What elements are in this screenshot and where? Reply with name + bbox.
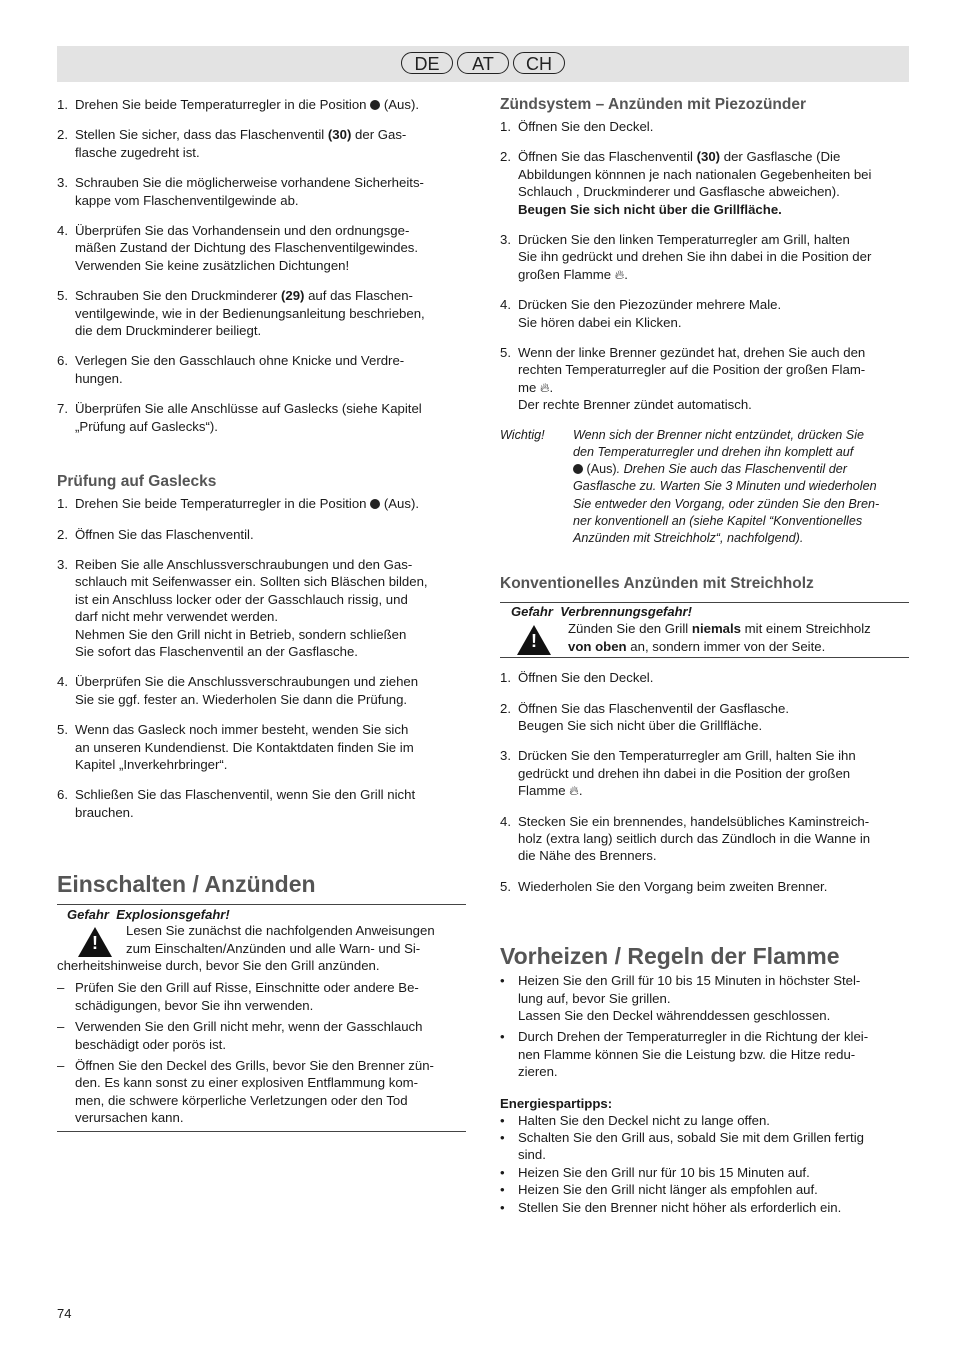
list-item: 2. Stellen Sie sicher, dass das Flaschenventil (30) der Gas- flasche zugedreht ist. xyxy=(57,127,407,160)
list-item: 5. Schrauben Sie den Druckminderer (29) auf das Flaschen- ventilgewinde, wie in der Bedienungsanleitung beschrieben, die dem Druckminderer beiliegt. xyxy=(57,288,425,339)
exclamation-icon: ! xyxy=(92,933,98,954)
warning-heading: Explosionsgefahr! xyxy=(116,907,230,923)
list-item: 4. Überprüfen Sie das Vorhandensein und den ordnungsge- mäßen Zustand der Dichtung des Flaschenventilgewindes. Verwenden Sie keine zusätzlichen Dichtungen! xyxy=(57,223,419,273)
warning-label: Gefahr xyxy=(511,604,553,620)
left-column xyxy=(57,96,467,1132)
page-number: 74 xyxy=(57,1306,72,1321)
list-item: 5. Wiederholen Sie den Vorgang beim zweiten Brenner. xyxy=(500,878,828,894)
exclamation-icon: ! xyxy=(531,631,537,652)
off-position-icon xyxy=(573,464,583,474)
large-flame-icon: 🔥︎ xyxy=(614,266,625,282)
warning-heading: Verbrennungsgefahr! xyxy=(560,604,692,620)
important-note xyxy=(500,427,909,547)
large-flame-icon: 🔥︎ xyxy=(569,783,579,799)
list-item: – Öffnen Sie den Deckel des Grills, bevor Sie den Brenner zün- den. Es kann sonst zu einer explosiven Entflammung kom- men, die schwere körperliche Verletzungen oder den Tod verursachen kann. xyxy=(57,1058,434,1126)
warning-text: Zünden Sie den Grill niemals mit einem Streichholz von oben an, sondern immer von der Seite. xyxy=(568,621,871,654)
list-item: 4. Stecken Sie ein brennendes, handelsübliches Kaminstreich- holz (extra lang) seitlich durch das Zündloch in die Wanne in die Nähe des Brenners. xyxy=(500,813,871,864)
match-steps xyxy=(500,669,909,895)
off-position-icon xyxy=(370,100,380,110)
list-item: • Durch Drehen der Temperaturregler in die Richtung der klei- nen Flamme können Sie die Leistung bzw. die Hitze redu- zieren. xyxy=(500,1029,869,1080)
section-title-vorheizen: Vorheizen / Regeln der Flamme xyxy=(500,943,840,970)
connection-steps xyxy=(57,96,467,435)
list-item: 1. Drehen Sie beide Temperaturregler in die Position (Aus). xyxy=(57,97,420,112)
list-item: 7. Überprüfen Sie alle Anschlüsse auf Gaslecks (siehe Kapitel „Prüfung auf Gaslecks“). xyxy=(57,401,422,434)
list-item: 1. Öffnen Sie den Deckel. xyxy=(500,670,654,686)
list-item: 3. Schrauben Sie die möglicherweise vorhandene Sicherheits- kappe vom Flaschenventilgewinde ab. xyxy=(57,175,424,208)
off-position-icon xyxy=(370,499,380,509)
section-title-piezo: Zündsystem – Anzünden mit Piezozünder xyxy=(500,96,807,113)
list-item: 5. Wenn das Gasleck noch immer besteht, wenden Sie sich an unseren Kundendienst. Die Kontaktdaten finden Sie im Kapitel „Inverkehrbringer“. xyxy=(57,722,414,772)
list-item: 3. Reiben Sie alle Anschlussverschraubungen und den Gas- schlauch mit Seifenwasser ein. Sollten sich Bläschen bilden, ist ein Anschluss locker oder der Gasschlauch rissig, und darf nicht mehr verwendet werden. Nehmen Sie den Grill nicht in Betrieb, sondern schließen Sie sofort das Flaschenventil an der Gasflasche. xyxy=(57,556,428,659)
explosion-warning-box xyxy=(57,904,466,1131)
energy-tips-title: Energiespartipps: xyxy=(500,1095,613,1111)
important-label: Wichtig! xyxy=(500,427,545,442)
piezo-steps xyxy=(500,118,909,414)
list-item: • Schalten Sie den Grill aus, sobald Sie mit dem Grillen fertig sind. xyxy=(500,1130,864,1163)
list-item: 4. Drücken Sie den Piezozünder mehrere Male. Sie hören dabei ein Klicken. xyxy=(500,297,782,330)
warning-label: Gefahr xyxy=(67,907,109,923)
list-item: • Stellen Sie den Brenner nicht höher als erforderlich ein. xyxy=(500,1199,842,1215)
list-item: • Heizen Sie den Grill nur für 10 bis 15 Minuten auf. xyxy=(500,1164,810,1180)
energy-tips-list xyxy=(500,1112,909,1216)
list-item: • Halten Sie den Deckel nicht zu lange offen. xyxy=(500,1112,770,1128)
section-title-einschalten: Einschalten / Anzünden xyxy=(57,871,316,898)
list-item: • Heizen Sie den Grill nicht länger als empfohlen auf. xyxy=(500,1182,818,1198)
list-item: 2. Öffnen Sie das Flaschenventil der Gasflasche. Beugen Sie sich nicht über die Grillfläche. xyxy=(500,700,789,733)
important-text: Wenn sich der Brenner nicht entzündet, drücken Sie den Temperaturregler und drehen ihn komplett auf (Aus). Drehen Sie auch das Flaschenventil der Gasflasche zu. Warten Sie 3 Minuten und wiederholen Sie entweder den Vorgang, oder zünden Sie den Bren- ner konventionell an (siehe Kapitel “Konventionelles Anzünden mit Streichholz“, nachfolgend). xyxy=(573,427,880,545)
warning-intro: Lesen Sie zunächst die nachfolgenden Anweisungen zum Einschalten/Anzünden und alle Warn- und Si- cherheitshinweise durch, bevor Sie den Grill anzünden. xyxy=(57,923,435,973)
language-header-bar xyxy=(57,46,909,82)
lang-badge-at: AT xyxy=(457,52,509,74)
list-item: 6. Verlegen Sie den Gasschlauch ohne Knicke und Verdre- hungen. xyxy=(57,353,405,386)
list-item: – Prüfen Sie den Grill auf Risse, Einschnitte oder andere Be- schädigungen, bevor Sie ihn verwenden. xyxy=(57,980,419,1013)
list-item: • Heizen Sie den Grill für 10 bis 15 Minuten in höchster Stel- lung auf, bevor Sie grillen. Lassen Sie den Deckel währenddessen geschlossen. xyxy=(500,973,861,1023)
list-item: 1. Drehen Sie beide Temperaturregler in die Position (Aus). xyxy=(57,496,420,512)
leak-check-steps xyxy=(57,495,467,821)
list-item: 2. Öffnen Sie das Flaschenventil (30) der Gasflasche (Die Abbildungen könnnen je nach nationalen Gegebenheiten bei Schlauch , Druckminderer und Gasflasche abweichen). Beugen Sie sich nicht über die Grillfläche. xyxy=(500,149,872,217)
lang-badge-de: DE xyxy=(401,52,453,74)
section-title-streichholz: Konventionelles Anzünden mit Streichholz xyxy=(500,575,814,593)
list-item: 6. Schließen Sie das Flaschenventil, wenn Sie den Grill nicht brauchen. xyxy=(57,787,416,820)
section-title-gasleck: Prüfung auf Gaslecks xyxy=(57,473,217,491)
right-column xyxy=(500,96,909,1216)
list-item: – Verwenden Sie den Grill nicht mehr, wenn der Gasschlauch beschädigt oder porös ist. xyxy=(57,1019,423,1052)
list-item: 4. Überprüfen Sie die Anschlussverschraubungen und ziehen Sie sie ggf. fester an. Wiederholen Sie dann die Prüfung. xyxy=(57,674,419,707)
list-item: 1. Öffnen Sie den Deckel. xyxy=(500,119,654,134)
burn-warning-box xyxy=(500,602,909,658)
list-item: 2. Öffnen Sie das Flaschenventil. xyxy=(57,526,254,542)
list-item: 3. Drücken Sie den Temperaturregler am Grill, halten Sie ihn gedrückt und drehen ihn dabei in die Position der großen Flamme 🔥︎. xyxy=(500,748,856,799)
lang-badge-ch: CH xyxy=(513,52,565,74)
list-item: 5. Wenn der linke Brenner gezündet hat, drehen Sie auch den rechten Temperaturregler auf die Position der großen Flam- me 🔥︎. Der rechte Brenner zündet automatisch. xyxy=(500,345,866,413)
large-flame-icon: 🔥︎ xyxy=(539,379,550,395)
list-item: 3. Drücken Sie den linken Temperaturregler am Grill, halten Sie ihn gedrückt und drehen Sie ihn dabei in die Position der großen Flamme 🔥︎. xyxy=(500,232,872,282)
